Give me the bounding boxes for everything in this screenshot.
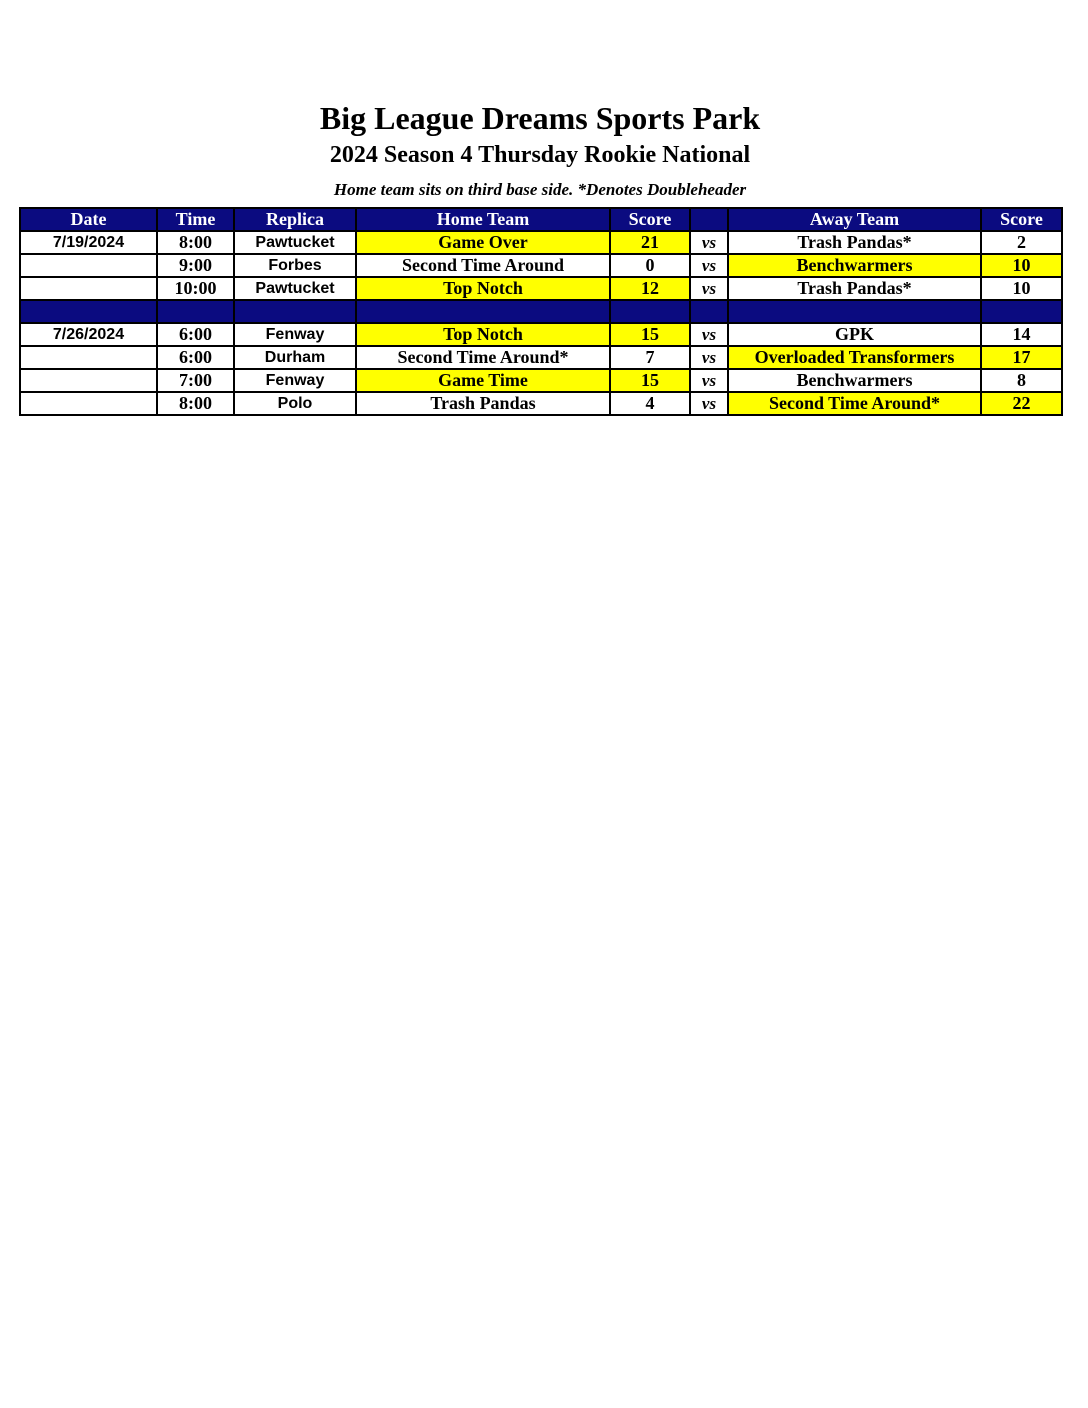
away-score: 10 xyxy=(981,277,1062,300)
col-header-home-team: Home Team xyxy=(356,208,610,231)
away-team: GPK xyxy=(728,323,981,346)
col-header-home-score: Score xyxy=(610,208,690,231)
home-score: 21 xyxy=(610,231,690,254)
away-team: Benchwarmers xyxy=(728,369,981,392)
vs-label: vs xyxy=(690,323,728,346)
home-team: Second Time Around* xyxy=(356,346,610,369)
col-header-replica: Replica xyxy=(234,208,356,231)
col-header-vs xyxy=(690,208,728,231)
schedule-body xyxy=(20,231,1062,415)
game-replica: Polo xyxy=(234,392,356,415)
game-date xyxy=(20,369,157,392)
vs-label: vs xyxy=(690,254,728,277)
away-score: 8 xyxy=(981,369,1062,392)
col-header-away-team: Away Team xyxy=(728,208,981,231)
game-time: 6:00 xyxy=(157,346,234,369)
game-time: 6:00 xyxy=(157,323,234,346)
away-team: Trash Pandas* xyxy=(728,231,981,254)
game-replica: Durham xyxy=(234,346,356,369)
home-team: Top Notch xyxy=(356,323,610,346)
table-row xyxy=(20,231,1062,254)
table-row xyxy=(20,277,1062,300)
home-score: 4 xyxy=(610,392,690,415)
home-score: 7 xyxy=(610,346,690,369)
vs-label: vs xyxy=(690,277,728,300)
home-team: Top Notch xyxy=(356,277,610,300)
game-replica: Pawtucket xyxy=(234,277,356,300)
game-replica: Fenway xyxy=(234,323,356,346)
vs-label: vs xyxy=(690,231,728,254)
game-date xyxy=(20,392,157,415)
away-team: Trash Pandas* xyxy=(728,277,981,300)
home-score: 15 xyxy=(610,323,690,346)
game-date xyxy=(20,277,157,300)
away-score: 14 xyxy=(981,323,1062,346)
table-row xyxy=(20,254,1062,277)
home-score: 0 xyxy=(610,254,690,277)
game-date: 7/26/2024 xyxy=(20,323,157,346)
away-team: Benchwarmers xyxy=(728,254,981,277)
away-team: Overloaded Transformers xyxy=(728,346,981,369)
home-team: Game Time xyxy=(356,369,610,392)
game-time: 7:00 xyxy=(157,369,234,392)
away-score: 10 xyxy=(981,254,1062,277)
table-row xyxy=(20,392,1062,415)
away-score: 22 xyxy=(981,392,1062,415)
vs-label: vs xyxy=(690,369,728,392)
away-team: Second Time Around* xyxy=(728,392,981,415)
vs-label: vs xyxy=(690,392,728,415)
game-replica: Fenway xyxy=(234,369,356,392)
schedule-note: Home team sits on third base side. *Denotes Doubleheader xyxy=(333,180,747,199)
home-team: Game Over xyxy=(356,231,610,254)
game-date xyxy=(20,346,157,369)
away-score: 17 xyxy=(981,346,1062,369)
home-team: Second Time Around xyxy=(356,254,610,277)
vs-label: vs xyxy=(690,346,728,369)
game-time: 8:00 xyxy=(157,231,234,254)
col-header-time: Time xyxy=(157,208,234,231)
game-time: 8:00 xyxy=(157,392,234,415)
page-subtitle: 2024 Season 4 Thursday Rookie National xyxy=(329,142,751,168)
table-row xyxy=(20,323,1062,346)
home-score: 12 xyxy=(610,277,690,300)
table-row xyxy=(20,369,1062,392)
away-score: 2 xyxy=(981,231,1062,254)
col-header-away-score: Score xyxy=(981,208,1062,231)
game-replica: Forbes xyxy=(234,254,356,277)
game-date xyxy=(20,254,157,277)
separator-row xyxy=(20,300,1062,323)
home-team: Trash Pandas xyxy=(356,392,610,415)
game-time: 9:00 xyxy=(157,254,234,277)
col-header-date: Date xyxy=(20,208,157,231)
game-date: 7/19/2024 xyxy=(20,231,157,254)
page-title: Big League Dreams Sports Park xyxy=(319,100,761,136)
table-row xyxy=(20,346,1062,369)
table-header-row xyxy=(20,208,1062,231)
game-replica: Pawtucket xyxy=(234,231,356,254)
game-time: 10:00 xyxy=(157,277,234,300)
home-score: 15 xyxy=(610,369,690,392)
schedule-table xyxy=(19,207,1063,416)
